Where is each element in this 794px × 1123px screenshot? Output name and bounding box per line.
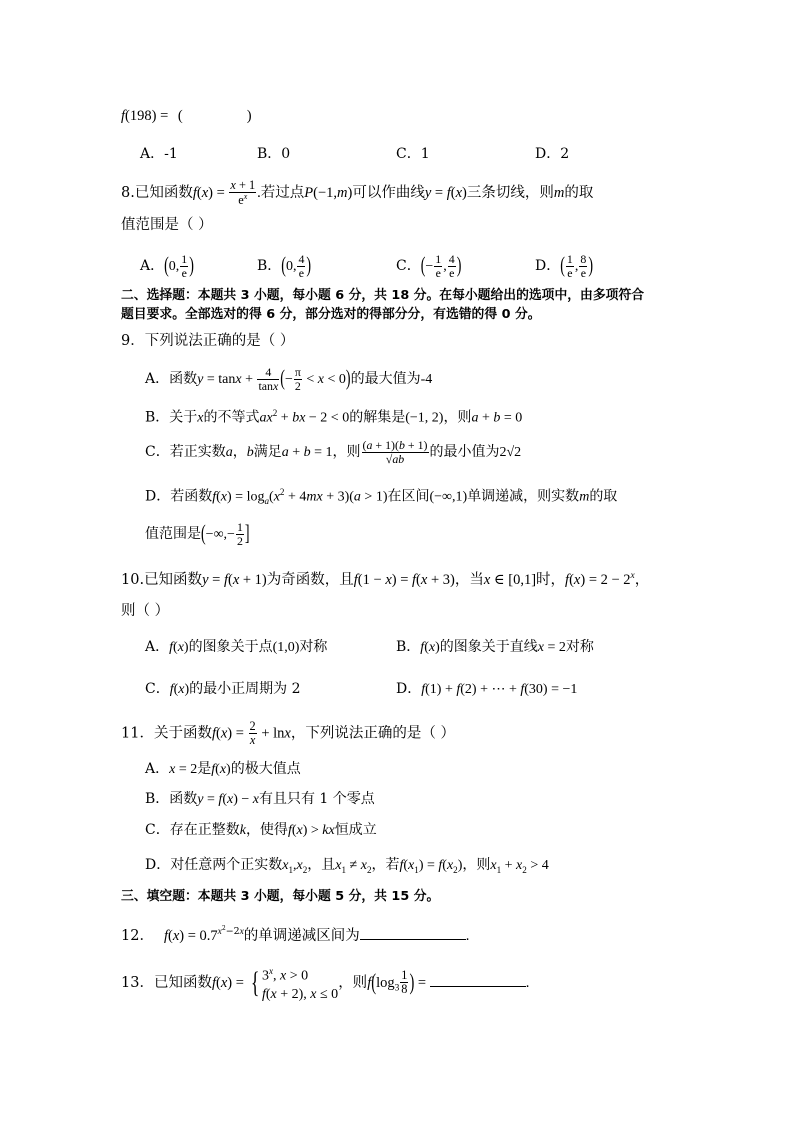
q13-line: 13．已知函数f(x) = { 3$^x$, x > 0 f(x + 2), x ≤ 0 ，则$f(\log_3$ $\frac{1}{8}$ ) = . — [121, 965, 530, 1002]
q8-option-c: C．(− $\frac{1}{e}$ , $\frac{4}{e}$ ) — [396, 252, 462, 280]
q8-option-a: A．(0, $\frac{1}{e}$ ) — [140, 252, 194, 280]
q7-option-a: A．-1 — [140, 146, 178, 162]
q10-option-d: D．f(1) + f(2) + ⋯ + f(30) = −1 — [396, 681, 578, 697]
q11-option-c: C．存在正整数k，使得f(x) > kx恒成立 — [145, 822, 377, 838]
section2-heading-line2: 题目要求。全部选对的得 6 分，部分选对的得部分分，有选错的得 0 分。 — [121, 307, 541, 322]
q8-line2: 值范围是（ ） — [121, 217, 213, 233]
q9-option-d-line2: 值范围是(−∞,− $\frac{1}{2}$ ] — [145, 520, 250, 548]
q11-option-a: A．x = 2是f(x)的极大值点 — [145, 761, 301, 777]
q10-option-b: B．f(x)的图象关于直线x = 2对称 — [396, 639, 594, 655]
q9-stem: 9．下列说法正确的是（ ） — [121, 333, 295, 349]
q7-option-b: B．0 — [257, 146, 291, 162]
q10-option-a: A．f(x)的图象关于点(1,0)对称 — [145, 639, 328, 655]
q11-option-b: B．函数y = f(x) − x有且只有 1 个零点 — [145, 791, 375, 807]
section3-heading: 三、填空题：本题共 3 小题，每小题 5 分，共 15 分。 — [121, 889, 440, 904]
section2-heading-line1: 二、选择题：本题共 3 小题，每小题 6 分，共 18 分。在每小题给出的选项中，由多项符合 — [121, 288, 645, 303]
q10-line1: 10.已知函数y = f(x + 1)为奇函数，且f(1 − x) = f(x + 3)，当x ∈ [0,1]时，$f(x) = 2 - 2^x$， — [121, 571, 650, 588]
q7-option-d: D．2 — [535, 146, 570, 162]
q11-line1: 11．关于函数f(x) = $\frac{2}{x}$ + lnx，下列说法正确的是（ ） — [121, 719, 455, 747]
q8-option-b: B．(0, $\frac{4}{e}$ ) — [257, 252, 312, 280]
q7-option-c: C．1 — [396, 146, 430, 162]
q10-option-c: C．f(x)的最小正周期为 2 — [145, 681, 301, 697]
q8-line1: 8.已知函数f(x) = $\frac{x + 1}{e^x}$ .若过点P(−1,m)可以作曲线y = f(x)三条切线，则m的取 — [121, 178, 594, 208]
q8-option-d: D．( $\frac{1}{e}$ , $\frac{8}{e}$ ) — [535, 252, 593, 280]
q9-option-d: D．若函数$f(x) = \log_a(x^2 + 4mx + 3)(a > 1)$在区间(−∞,1)单调递减，则实数m的取 — [145, 487, 618, 507]
q12-line: 12． $f(x) = 0.7^{x^2-2x}$的单调递减区间为 . — [121, 925, 470, 944]
q9-option-c: C．若正实数a，b满足a + b = 1，则 $\frac{(a + 1)(b + 1)}{√ab}$ 的最小值为2√2 — [145, 438, 522, 466]
q7-stem: f(198) = ( ) — [121, 108, 252, 124]
q9-option-b: B．关于x的不等式$ax^2$ + bx − 2 < 0的解集是(−1, 2)，则a + b = 0 — [145, 408, 523, 426]
q11-option-d: D．对任意两个正实数$x_1,x_2$，且$x_1 \ne x_2$，若$f(x_1) = f(x_2)$，则$x_1 + x_2 > 4$ — [145, 857, 549, 875]
q10-line2: 则（ ） — [121, 603, 170, 619]
q9-option-a: A．函数y = tanx + $\frac{4}{\tan x}$ (− $\frac{\pi}{2}$ < x < 0)的最大值为-4 — [145, 365, 433, 393]
